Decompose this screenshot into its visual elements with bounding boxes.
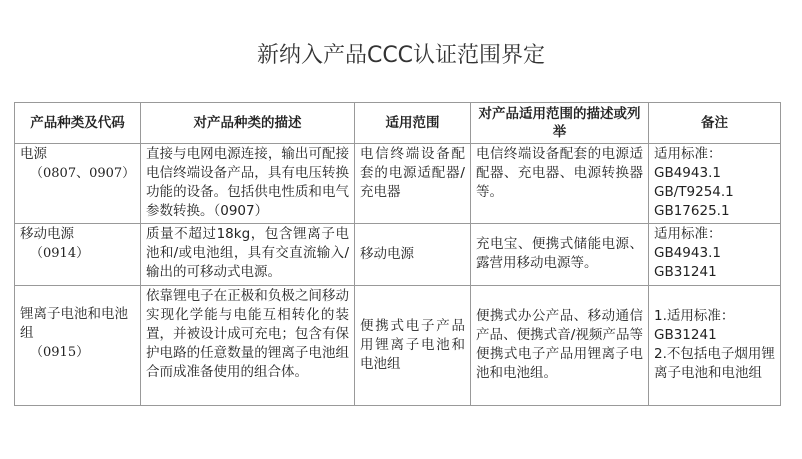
scope-description: 电信终端设备配套的电源适配器、充电器、电源转换器等。 <box>471 144 649 224</box>
header-product-category: 产品种类及代码 <box>15 103 141 144</box>
header-notes: 备注 <box>649 103 781 144</box>
category-code: （0807、0907） <box>30 166 136 181</box>
category-description: 质量不超过18kg，包含锂离子电池和/或电池组，具有交直流输入/输出的可移动式电源。 <box>141 224 355 286</box>
category-cell <box>15 224 141 286</box>
note-line: GB17625.1 <box>654 203 730 219</box>
notes-cell <box>649 286 781 406</box>
category-code: （0914） <box>30 246 90 261</box>
notes-cell <box>649 144 781 224</box>
note-line: GB31241 <box>654 264 717 280</box>
table-header-row <box>15 103 781 144</box>
scope-cell: 便携式电子产品用锂离子电池和电池组 <box>355 286 471 406</box>
category-description: 依靠锂电子在正极和负极之间移动实现化学能与电能互相转化的装置，并被设计成可充电；包含有保护电路的任意数量的锂离子电池组合而成准备使用的组合体。 <box>141 286 355 406</box>
scope-description: 充电宝、便携式储能电源、露营用移动电源等。 <box>471 224 649 286</box>
category-code: （0915） <box>30 345 90 360</box>
category-name: 锂离子电池和电池组 <box>20 306 128 341</box>
category-cell <box>15 286 141 406</box>
notes-cell <box>649 224 781 286</box>
header-scope: 适用范围 <box>355 103 471 144</box>
note-line: GB4943.1 <box>654 165 721 181</box>
category-name: 电源 <box>20 146 47 162</box>
note-line: 适用标准： <box>654 146 722 162</box>
table-row <box>15 144 781 224</box>
category-description: 直接与电网电源连接，输出可配接电信终端设备产品，具有电压转换功能的设备。包括供电性质和电气参数转换。（0907） <box>141 144 355 224</box>
header-category-description: 对产品种类的描述 <box>141 103 355 144</box>
ccc-scope-table <box>14 102 781 406</box>
page-title: 新纳入产品CCC认证范围界定 <box>256 43 546 68</box>
note-line: 2.不包括电子烟用锂离子电池和电池组 <box>654 346 775 381</box>
scope-cell: 移动电源 <box>355 224 471 286</box>
note-line: 适用标准： <box>654 226 722 242</box>
note-line: GB/T9254.1 <box>654 184 734 200</box>
note-line: 1.适用标准： <box>654 308 735 324</box>
note-line: GB4943.1 <box>654 245 721 261</box>
table-row <box>15 224 781 286</box>
table-row <box>15 286 781 406</box>
note-line: GB31241 <box>654 327 717 343</box>
scope-cell: 电信终端设备配套的电源适配器/充电器 <box>355 144 471 224</box>
category-cell <box>15 144 141 224</box>
scope-description: 便携式办公产品、移动通信产品、便携式音/视频产品等便携式电子产品用锂离子电池和电池组。 <box>471 286 649 406</box>
category-name: 移动电源 <box>20 226 74 242</box>
header-scope-description: 对产品适用范围的描述或列举 <box>471 103 649 144</box>
